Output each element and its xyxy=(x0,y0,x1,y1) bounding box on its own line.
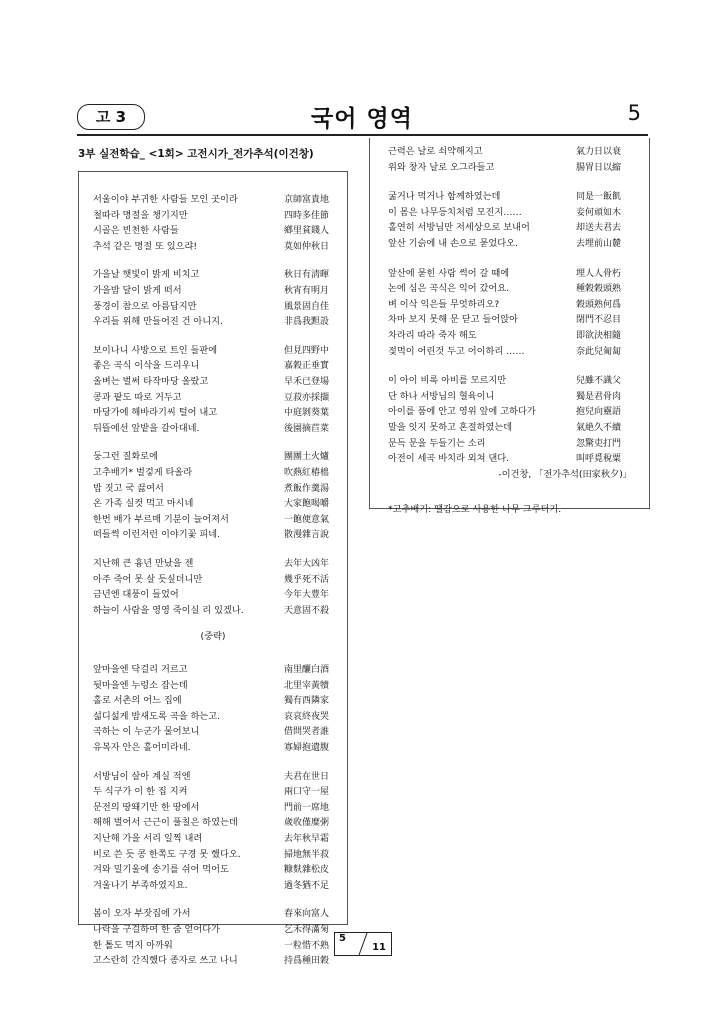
source-citation: -이건창, 「전가추석(田家秋夕)」 xyxy=(498,468,632,480)
section-title: 3부 실전학습_ <1회> 고전시가_전가추석(이건창) xyxy=(78,148,314,160)
poem-line-hanja: 今年大豊年 xyxy=(284,590,330,601)
poem-line-hanja: 煮飯作羹湯 xyxy=(284,483,330,494)
poem-line-korean: 해해 벌어서 근근이 풀칠은 하였는데 xyxy=(93,817,238,829)
poem-line-hanja: 乞禾得滿匊 xyxy=(284,925,330,935)
poem-line-korean: 시골은 빈천한 사람들 xyxy=(93,225,179,237)
poem-line-hanja: 嘉穀正垂實 xyxy=(284,361,330,372)
poem-line-hanja: 兒雖不識父 xyxy=(576,376,622,387)
poem-line-hanja: 同是一飯飢 xyxy=(576,192,622,203)
poem-line-korean: 올벼는 벌써 타작마당 올랐고 xyxy=(93,376,209,387)
poem-line-korean: 우리들 위해 만들어진 건 아니지. xyxy=(93,316,223,328)
poem-line-korean: 차마 보지 못해 문 닫고 들어앉아 xyxy=(388,314,518,326)
poem-line-korean: 철따라 명절을 챙기지만 xyxy=(93,209,188,221)
poem-line-korean: 지난해 가을 서리 일찍 내려 xyxy=(93,833,203,844)
poem-line-korean: 이 아이 비록 아비를 모르지만 xyxy=(388,375,507,387)
poem-line-hanja: 鄕里貧賤人 xyxy=(284,226,330,237)
poem-line-korean: 앞산 기슭에 내 손으로 묻었다오. xyxy=(388,238,518,249)
poem-line-hanja: 春來向富人 xyxy=(284,909,330,920)
poem-line-hanja: 京師富貴地 xyxy=(284,195,330,205)
poem-line-hanja: 後園摘苣菜 xyxy=(284,423,330,434)
poem-line-hanja: 一飽便意氣 xyxy=(284,514,330,525)
poem-line-hanja: 妾何頑如木 xyxy=(576,207,622,218)
poem-line-hanja: 風景固自佳 xyxy=(284,301,330,312)
poem-line-hanja: 幾乎死不活 xyxy=(284,574,330,585)
poem-line-hanja: 埋人人骨朽 xyxy=(576,268,622,279)
poem-line-hanja: 歲收僅糜粥 xyxy=(284,818,330,829)
poem-line-korean: 나락을 구걸하여 한 줌 얻어다가 xyxy=(93,924,221,935)
poem-line-hanja: 穀頭熟何爲 xyxy=(576,299,622,310)
poem-line-korean: 유복자 안은 홀어미라네. xyxy=(93,742,191,753)
poem-line-hanja: 早禾已登場 xyxy=(284,377,330,387)
poem-line-hanja: 叫呼覓稅粟 xyxy=(576,454,622,465)
poem-line-hanja: 哀哀終夜哭 xyxy=(284,711,330,722)
poem-line-hanja: 獨是君骨肉 xyxy=(576,391,622,402)
current-page: 5 xyxy=(339,933,346,944)
total-pages: 11 xyxy=(372,942,386,953)
page-title: 국어 영역 xyxy=(311,106,413,132)
poem-line-hanja: 閉門不忍目 xyxy=(576,315,622,326)
poem-line-korean: 서방님이 살아 계실 적엔 xyxy=(93,770,191,782)
poem-line-hanja: 過冬猶不足 xyxy=(284,880,330,891)
poem-line-korean: 콩과 팥도 따로 거두고 xyxy=(93,391,182,403)
poem-line-korean: 벼 이삭 익은들 무엇하리오? xyxy=(388,298,500,310)
poem-line-hanja: 借問哭者誰 xyxy=(284,727,330,738)
poem-line-hanja: 秋宵有明月 xyxy=(284,286,330,296)
poem-line-korean: 한번 배가 부르매 기분이 늘어져서 xyxy=(93,513,229,525)
poem-line-korean: 떠들썩 이런저런 이야기꽃 피네. xyxy=(93,529,221,541)
poem-line-korean: 단 하나 서방님의 혈육이니 xyxy=(388,390,495,402)
poem-line-hanja: 去年秋早霜 xyxy=(284,834,330,844)
poem-line-hanja: 莫如仲秋日 xyxy=(284,241,330,252)
poem-line-hanja: 大家飽喝嚼 xyxy=(284,499,330,510)
poem-line-korean: 아전이 세곡 바치라 외쳐 댄다. xyxy=(388,453,510,465)
poem-line-hanja: 氣力日以衰 xyxy=(576,147,622,157)
poem-line-korean: 젖먹이 어린것 두고 어이하리 …… xyxy=(388,345,525,357)
poem-line-korean: 보이나니 사방으로 트인 들판에 xyxy=(93,344,218,356)
poem-line-hanja: 忽驚吏打門 xyxy=(576,438,622,449)
poem-line-korean: 홀로 서촌의 어느 집에 xyxy=(93,695,182,707)
poem-line-korean: 풍경이 참으로 아름답지만 xyxy=(93,300,197,312)
poem-line-korean: 고추배기* 벌겋게 타올라 xyxy=(93,467,193,478)
poem-line-korean: 문득 문을 두들기는 소리 xyxy=(388,437,486,449)
poem-line-korean: 앞마을엔 닥걸리 거르고 xyxy=(93,664,188,675)
poem-line-korean: 뒷마을엔 누렁소 잡는데 xyxy=(93,679,188,691)
poem-line-hanja: 却送夫君去 xyxy=(576,223,622,234)
omission-marker: (중략) xyxy=(200,631,226,643)
poem-line-korean: 온 가족 실컷 먹고 마시네 xyxy=(93,498,194,510)
poem-line-hanja: 糠麩雜松皮 xyxy=(284,865,330,876)
poem-line-hanja: 四時多佳節 xyxy=(284,210,330,221)
grade-badge: 고 3 xyxy=(77,104,145,130)
poem-line-hanja: 持爲種田穀 xyxy=(284,956,330,967)
poem-line-hanja: 門前一席地 xyxy=(284,802,330,813)
poem-line-hanja: 兩口守一屋 xyxy=(284,787,330,798)
poem-line-korean: 가을밤 달이 밝게 떠서 xyxy=(93,285,182,296)
poem-line-korean: 논에 심은 곡식은 익어 갔어요. xyxy=(388,283,510,295)
poem-line-hanja: 南里釃白酒 xyxy=(284,665,330,675)
poem-line-korean: 가을날 햇빛이 밝게 비치고 xyxy=(93,269,200,281)
poem-line-hanja: 散漫雜言說 xyxy=(284,530,330,541)
poem-line-korean: 차라리 따라 죽자 해도 xyxy=(388,330,477,341)
poem-line-korean: 추석 같은 명절 또 있으랴! xyxy=(93,240,198,252)
poem-line-hanja: 腸胃日以縮 xyxy=(576,162,622,173)
poem-line-hanja: 種穀穀頭熟 xyxy=(576,284,622,295)
poem-line-korean: 뒤뜰에선 앞밭을 갈아대네. xyxy=(93,422,200,434)
poem-line-korean: 좋은 곡식 이삭을 드리우니 xyxy=(93,360,200,372)
poem-line-korean: 겨와 밀기울에 송기를 쉬어 먹어도 xyxy=(93,864,229,876)
poem-line-hanja: 去埋前山麓 xyxy=(576,239,622,249)
poem-line-korean: 고스란히 간직했다 종자로 쓰고 나니 xyxy=(93,955,238,967)
poem-line-korean: 비로 쓴 듯 콩 한쪽도 구경 못 했다오. xyxy=(93,848,241,860)
poem-line-hanja: 中庭剝葵葉 xyxy=(284,408,330,419)
poem-line-korean: 금년엔 대풍이 들었어 xyxy=(93,589,179,601)
poem-line-hanja: 氣絶久不續 xyxy=(576,423,622,433)
poem-line-korean: 위와 창자 날로 오그라들고 xyxy=(388,161,495,173)
poem-line-korean: 겨울나기 부족하였지요. xyxy=(93,879,188,891)
poem-line-hanja: 北里宰黃犢 xyxy=(284,680,330,691)
poem-line-hanja: 夫君在世日 xyxy=(284,771,330,782)
footnote: *고추배기: 땔감으로 사용한 나무 그루터기. xyxy=(388,504,562,516)
poem-line-hanja: 吹爇紅椿柮 xyxy=(284,468,330,478)
poem-line-hanja: 掃地無半菽 xyxy=(284,849,330,860)
page-number: 5 xyxy=(627,101,641,125)
poem-line-korean: 문전의 땅뙈기만 한 땅에서 xyxy=(93,801,200,813)
poem-line-hanja: 豆菽亦採擷 xyxy=(284,392,330,403)
poem-line-hanja: 天意固不殺 xyxy=(284,605,330,616)
poem-box-left xyxy=(78,171,348,967)
poem-line-korean: 앞산에 묻힌 사람 썩어 갈 때에 xyxy=(388,267,510,279)
poem-line-korean: 근력은 날로 쇠약해지고 xyxy=(388,146,483,157)
poem-line-hanja: 團團土火爐 xyxy=(284,452,330,463)
header-rule xyxy=(77,134,648,136)
poem-line-korean: 서울이야 부귀한 사람들 모인 곳이라 xyxy=(93,194,238,205)
poem-line-hanja: 奈此兒匍匐 xyxy=(576,346,622,357)
poem-line-korean: 아이를 품에 안고 영위 앞에 고하다가 xyxy=(388,406,536,418)
poem-line-hanja: 即欲決相隨 xyxy=(576,331,622,341)
poem-line-korean: 지난해 큰 흉년 만났을 젠 xyxy=(93,558,194,569)
poem-line-korean: 아주 죽어 못 살 듯싶더니만 xyxy=(93,573,203,585)
poem-line-korean: 밥 짓고 국 끓여서 xyxy=(93,482,164,494)
poem-line-hanja: 非爲我䵣設 xyxy=(284,317,330,328)
poem-line-korean: 마당가에 해바라기씨 털어 내고 xyxy=(93,407,218,419)
poem-line-korean: 홀연히 서방님만 저세상으로 보내어 xyxy=(388,222,530,234)
poem-line-hanja: 獨有西隣家 xyxy=(284,696,330,707)
poem-line-hanja: 秋日有淸暉 xyxy=(284,270,330,281)
poem-line-hanja: 抱兒向靈語 xyxy=(576,407,622,418)
poem-line-korean: 굶거나 먹거나 함께하였는데 xyxy=(388,191,501,203)
poem-box-right xyxy=(369,138,650,516)
poem-line-korean: 섧디섧게 밤새도록 곡을 하는고. xyxy=(93,710,221,722)
poem-line-korean: 하늘이 사람을 영영 죽이실 리 있겠나. xyxy=(93,604,244,616)
poem-line-korean: 둥그런 질화로에 xyxy=(93,451,159,463)
poem-line-korean: 말을 잇지 못하고 혼절하였는데 xyxy=(388,422,513,433)
poem-line-hanja: 但見四野中 xyxy=(284,345,330,356)
poem-line-hanja: 一粒惜不熟 xyxy=(284,940,330,951)
poem-line-hanja: 去年大凶年 xyxy=(284,559,330,569)
poem-line-korean: 이 몸은 나무등치처럼 모진지…… xyxy=(388,206,522,218)
page-counter xyxy=(334,932,392,956)
poem-line-korean: 봄이 오자 부잣집에 가서 xyxy=(93,908,191,920)
poem-line-hanja: 寡婦抱遺腹 xyxy=(284,743,330,753)
poem-line-korean: 두 식구가 이 한 집 지켜 xyxy=(93,786,188,798)
poem-line-korean: 곡하는 이 누군가 물어보니 xyxy=(93,726,200,738)
poem-line-korean: 한 톨도 먹지 아까워 xyxy=(93,939,173,951)
